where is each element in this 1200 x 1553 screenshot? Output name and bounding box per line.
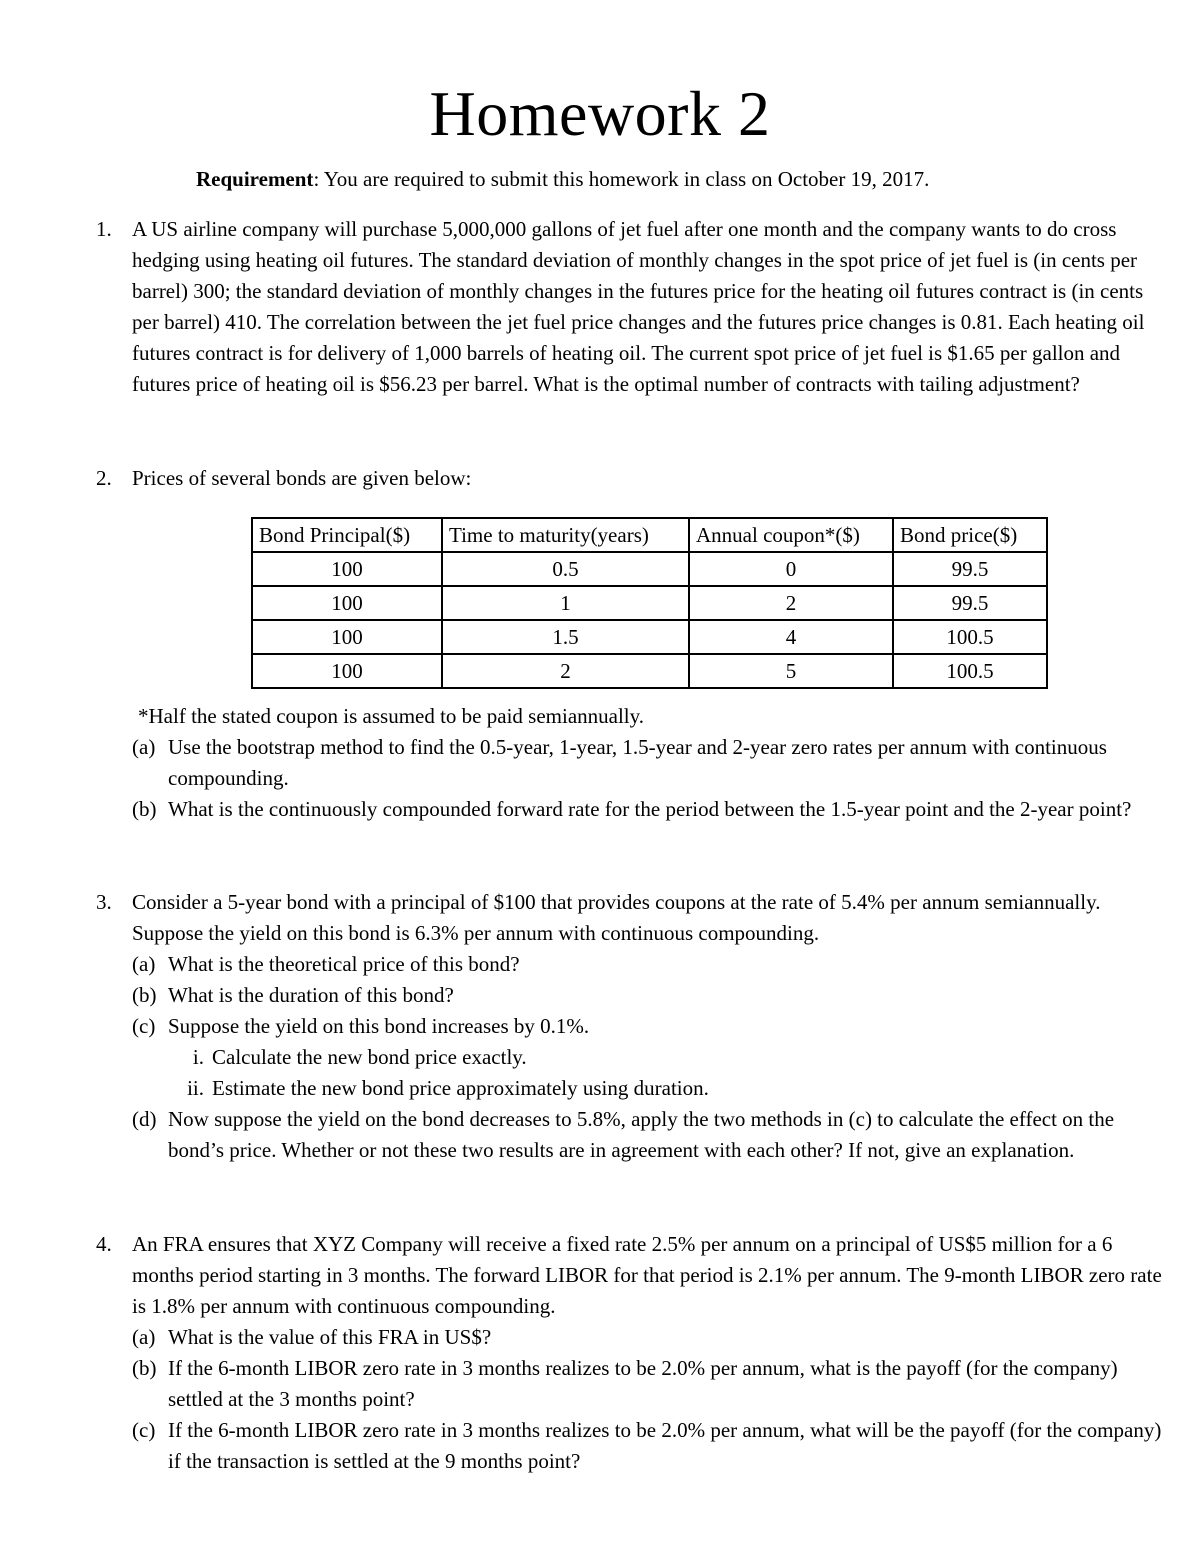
- part-label: (d): [132, 1107, 157, 1131]
- requirement-text: : You are required to submit this homework in class on October 19, 2017.: [313, 167, 930, 191]
- table-cell: 100.5: [893, 654, 1047, 688]
- question-4-part-c: [132, 1415, 1166, 1477]
- table-row: [252, 620, 1047, 654]
- table-row: [252, 654, 1047, 688]
- table-header-cell: Annual coupon*($): [689, 518, 893, 552]
- table-cell: 0.5: [442, 552, 689, 586]
- table-header-cell: Bond price($): [893, 518, 1047, 552]
- question-2-part-a: [132, 732, 1162, 794]
- table-cell: 99.5: [893, 552, 1047, 586]
- part-text: What is the value of this FRA in US$?: [168, 1325, 492, 1349]
- bond-table: [251, 517, 1048, 689]
- question-2-text: Prices of several bonds are given below:: [132, 466, 472, 490]
- part-label: (a): [132, 952, 156, 976]
- requirement-label: Requirement: [196, 167, 314, 191]
- part-text: Calculate the new bond price exactly.: [212, 1045, 527, 1069]
- part-label: (a): [132, 735, 156, 759]
- question-4-part-b: [132, 1353, 1166, 1415]
- table-cell: 4: [689, 620, 893, 654]
- question-3-part-d: [132, 1104, 1166, 1166]
- table-cell: 1.5: [442, 620, 689, 654]
- table-cell: 0: [689, 552, 893, 586]
- table-header-row: [252, 518, 1047, 552]
- question-1: [96, 214, 1166, 400]
- table-cell: 100: [252, 586, 442, 620]
- question-1-text: A US airline company will purchase 5,000,000 gallons of jet fuel after one month and the company wants to do cross hedging using heating oil futures. The standard deviation of monthly changes in the spot price of jet fuel is (in cents per barrel) 300; the standard deviation of monthly changes in the futures price for the heating oil futures contract is (in cents per barrel) 410. The correlation between the jet fuel price changes and the futures price changes is 0.81. Each heating oil futures contract is for delivery of 1,000 barrels of heating oil. The current spot price of jet fuel is $1.65 per gallon and futures price of heating oil is $56.23 per barrel. What is the optimal number of contracts with tailing adjustment?: [132, 217, 1145, 396]
- table-cell: 1: [442, 586, 689, 620]
- part-label: (c): [132, 1014, 156, 1038]
- part-text: Estimate the new bond price approximately using duration.: [212, 1076, 709, 1100]
- requirement-line: [196, 164, 929, 195]
- part-text: What is the theoretical price of this bond?: [168, 952, 520, 976]
- question-2-parts: [132, 732, 1162, 825]
- part-text: Now suppose the yield on the bond decreases to 5.8%, apply the two methods in (c) to calculate the effect on the bond’s price. Whether or not these two results are in agreement with each other? If not, give an explanation.: [168, 1107, 1115, 1162]
- table-cell: 2: [442, 654, 689, 688]
- table-footnote: *Half the stated coupon is assumed to be paid semiannually.: [138, 704, 645, 728]
- question-3-part-b: [132, 980, 1166, 1011]
- part-label: (c): [132, 1418, 156, 1442]
- part-text: Use the bootstrap method to find the 0.5-year, 1-year, 1.5-year and 2-year zero rates per annum with continuous compounding.: [168, 735, 1107, 790]
- question-1-number: 1.: [96, 217, 112, 241]
- part-label: (b): [132, 983, 157, 1007]
- question-4-part-a: [132, 1322, 1166, 1353]
- question-4-number: 4.: [96, 1232, 112, 1256]
- table-row: [252, 552, 1047, 586]
- part-text: Suppose the yield on this bond increases by 0.1%.: [168, 1014, 590, 1038]
- table-cell: 100: [252, 620, 442, 654]
- table-header-cell: Time to maturity(years): [442, 518, 689, 552]
- part-label: i.: [192, 1045, 204, 1069]
- part-label: (b): [132, 797, 157, 821]
- question-4: [96, 1229, 1166, 1477]
- table-cell: 100: [252, 552, 442, 586]
- table-cell: 2: [689, 586, 893, 620]
- question-3-part-c-ii: [132, 1073, 1166, 1104]
- table-row: [252, 586, 1047, 620]
- question-2-number: 2.: [96, 466, 112, 490]
- table-cell: 100: [252, 654, 442, 688]
- question-3-text: Consider a 5-year bond with a principal of $100 that provides coupons at the rate of 5.4% per annum semiannually. Suppose the yield on this bond is 6.3% per annum with continuous compounding.: [132, 890, 1101, 945]
- question-3: [96, 887, 1166, 1166]
- part-label: ii.: [187, 1076, 204, 1100]
- question-3-part-a: [132, 949, 1166, 980]
- question-2-part-b: [132, 794, 1162, 825]
- part-label: (a): [132, 1325, 156, 1349]
- part-text: What is the continuously compounded forward rate for the period between the 1.5-year point and the 2-year point?: [168, 797, 1132, 821]
- question-3-part-c-i: [132, 1042, 1166, 1073]
- question-4-text: An FRA ensures that XYZ Company will receive a fixed rate 2.5% per annum on a principal of US$5 million for a 6 months period starting in 3 months. The forward LIBOR for that period is 2.1% per annum. The 9-month LIBOR zero rate is 1.8% per annum with continuous compounding.: [132, 1232, 1162, 1318]
- table-cell: 99.5: [893, 586, 1047, 620]
- part-text: What is the duration of this bond?: [168, 983, 454, 1007]
- table-header-cell: Bond Principal($): [252, 518, 442, 552]
- table-cell: 100.5: [893, 620, 1047, 654]
- part-label: (b): [132, 1356, 157, 1380]
- question-3-part-c: [132, 1011, 1166, 1042]
- question-3-number: 3.: [96, 890, 112, 914]
- part-text: If the 6-month LIBOR zero rate in 3 months realizes to be 2.0% per annum, what is the payoff (for the company) settled at the 3 months point?: [168, 1356, 1118, 1411]
- page-title: Homework 2: [429, 78, 771, 149]
- question-2: [96, 463, 1166, 494]
- part-text: If the 6-month LIBOR zero rate in 3 months realizes to be 2.0% per annum, what will be the payoff (for the company) if the transaction is settled at the 9 months point?: [168, 1418, 1162, 1473]
- table-cell: 5: [689, 654, 893, 688]
